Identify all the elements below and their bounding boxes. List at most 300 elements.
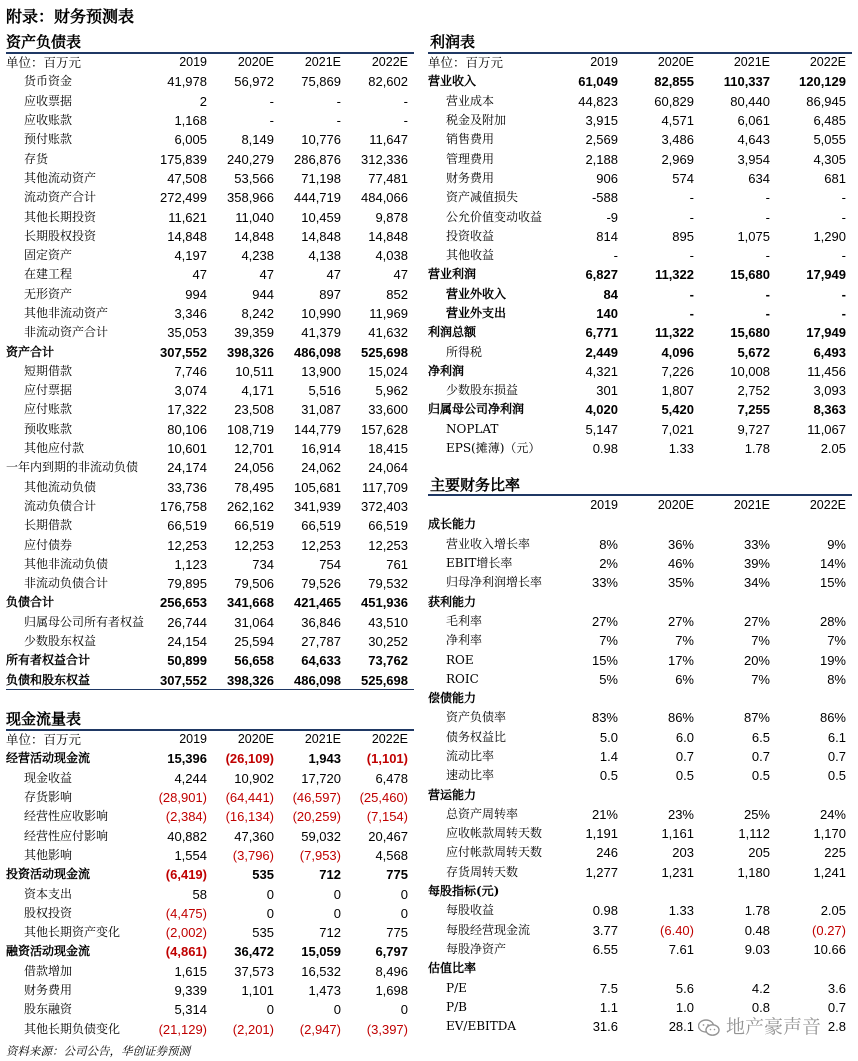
- cell-value: 144,779: [294, 421, 341, 437]
- cell-value: 16,532: [301, 963, 341, 979]
- cell-value: 2.05: [820, 903, 846, 919]
- cell-value: [548, 959, 624, 978]
- cell-value: 24,174: [167, 460, 207, 476]
- row-label: 归属母公司所有者权益: [24, 614, 145, 629]
- row-label: 投资收益: [446, 228, 495, 243]
- row-label: 归属母公司净利润: [428, 402, 525, 417]
- cell-value: 398,326: [227, 672, 274, 688]
- cell-value: 10.66: [813, 941, 846, 957]
- cell-value: 4,171: [241, 383, 274, 399]
- row-label: 负债合计: [6, 595, 55, 610]
- cell-value: 33%: [743, 536, 770, 552]
- cell-value: 12,701: [234, 441, 274, 457]
- row-label: 存货周转天数: [446, 864, 519, 879]
- table-row: [428, 515, 852, 534]
- table-row: [6, 92, 414, 111]
- cell-value: 1,231: [661, 864, 694, 880]
- cell-value: 7%: [751, 671, 770, 687]
- cell-value: 79,506: [234, 576, 274, 592]
- cell-value: 86%: [667, 710, 694, 726]
- cell-value: 712: [319, 925, 341, 941]
- cell-value: 4,238: [241, 248, 274, 264]
- cell-value: 1,161: [661, 826, 694, 842]
- cell-value: (6.40): [660, 922, 694, 938]
- header-row: [428, 53, 852, 72]
- cell-value: 20%: [743, 652, 770, 668]
- cell-value: 47: [326, 267, 341, 283]
- cell-value: 15,680: [730, 267, 770, 283]
- cell-value: 852: [386, 286, 408, 302]
- cell-value: 7%: [599, 633, 618, 649]
- row-label: 每股经营现金流: [446, 922, 531, 937]
- cell-value: 33%: [591, 575, 618, 591]
- cell-value: 1,112: [738, 826, 770, 842]
- cell-value: 1,241: [813, 864, 846, 880]
- table-row: [428, 824, 852, 843]
- cell-value: 31.6: [592, 1019, 618, 1035]
- cell-value: 12,253: [301, 537, 341, 553]
- cell-value: -: [336, 113, 341, 129]
- year-header: 2020E: [657, 55, 694, 70]
- cell-value: 120,129: [799, 74, 846, 90]
- row-label: ROE: [446, 652, 474, 667]
- cell-value: 256,653: [160, 595, 207, 611]
- table-row: [428, 323, 852, 342]
- row-label: 所有者权益合计: [6, 653, 91, 668]
- cell-value: 34%: [743, 575, 770, 591]
- cell-value: 341,939: [294, 498, 341, 514]
- cell-value: 82,855: [654, 74, 694, 90]
- cell-value: 7,226: [661, 363, 694, 379]
- row-label: 每股净资产: [446, 941, 507, 956]
- table-row: [6, 323, 414, 342]
- row-label: 利润总额: [428, 325, 477, 340]
- source-note: 资料来源：公司公告，华创证券预测: [6, 1044, 190, 1058]
- cell-value: 59,032: [301, 828, 341, 844]
- cell-value: 6,771: [585, 325, 618, 341]
- cell-value: 1,290: [813, 228, 846, 244]
- cell-value: 0.7: [827, 999, 846, 1015]
- cell-value: 27%: [591, 613, 618, 629]
- cell-value: [776, 785, 852, 804]
- cell-value: (3,397): [366, 1021, 408, 1037]
- cell-value: 0: [333, 905, 341, 921]
- cell-value: 14%: [819, 556, 846, 572]
- cell-value: 47: [393, 267, 408, 283]
- year-header: 2019: [590, 498, 618, 513]
- cell-value: 41,978: [167, 74, 207, 90]
- balance-sheet-title: 资产负债表: [6, 33, 82, 51]
- table-row: [428, 72, 852, 91]
- cell-value: (28,901): [158, 790, 207, 806]
- ratios-title: 主要财务比率: [430, 476, 521, 494]
- table-row: [428, 650, 852, 669]
- table-row: [428, 207, 852, 226]
- year-header: 2020E: [237, 55, 274, 70]
- cell-value: 47,508: [167, 170, 207, 186]
- cell-value: 574: [672, 170, 694, 186]
- table-row: [428, 959, 852, 978]
- row-label: 应付票据: [24, 383, 73, 398]
- cell-value: 3.6: [827, 980, 846, 996]
- cell-value: 0.5: [675, 768, 694, 784]
- cell-value: [776, 592, 852, 611]
- cell-value: 0: [400, 1002, 408, 1018]
- cell-value: 0.7: [751, 749, 770, 764]
- cell-value: 176,758: [160, 498, 207, 514]
- cell-value: 10,008: [730, 363, 770, 379]
- income-statement-table: [428, 53, 852, 458]
- cell-value: 895: [672, 228, 694, 244]
- row-label: 其他长期投资: [24, 209, 97, 224]
- row-label: 营业成本: [446, 93, 495, 108]
- cell-value: 86,945: [806, 93, 846, 109]
- table-row: [6, 923, 414, 942]
- cell-value: 6.55: [592, 941, 618, 957]
- header-row: [428, 496, 852, 515]
- cell-value: 451,936: [361, 595, 408, 611]
- table-row: [428, 246, 852, 265]
- cell-value: 7,021: [661, 421, 694, 437]
- table-row: [6, 651, 414, 670]
- table-row: [6, 111, 414, 130]
- table-row: [428, 92, 852, 111]
- table-row: [428, 843, 852, 862]
- table-row: [6, 865, 414, 884]
- ratios-table: [428, 496, 852, 1036]
- table-row: [6, 1000, 414, 1019]
- table-row: [428, 766, 852, 785]
- cell-value: 398,326: [227, 344, 274, 360]
- cell-value: 66,519: [368, 518, 408, 534]
- cell-value: 140: [596, 306, 618, 321]
- table-row: [428, 420, 852, 439]
- row-label: 预收账款: [24, 421, 73, 436]
- cell-value: 4,305: [813, 151, 846, 167]
- cell-value: 12,253: [167, 537, 207, 553]
- cell-value: 1,554: [174, 847, 207, 863]
- table-row: [6, 362, 414, 381]
- watermark-text: 地产豪声音: [726, 1016, 822, 1038]
- row-label: 无形资产: [24, 286, 73, 301]
- cell-value: 44,823: [578, 93, 618, 109]
- cell-value: 47,360: [234, 828, 274, 844]
- cell-value: 4,197: [174, 248, 207, 264]
- table-row: [428, 265, 852, 284]
- cell-value: (7,953): [299, 847, 341, 863]
- table-row: [6, 632, 414, 651]
- cell-value: 1,698: [375, 983, 408, 998]
- row-label: 总资产周转率: [446, 806, 519, 821]
- balance-sheet-table: [6, 53, 414, 690]
- cell-value: 79,532: [368, 576, 408, 592]
- cell-value: 15,680: [730, 325, 770, 341]
- cell-value: [624, 959, 700, 978]
- cell-value: (2,947): [299, 1021, 341, 1037]
- cell-value: 4,138: [308, 248, 341, 264]
- table-row: [428, 381, 852, 400]
- cell-value: (20,259): [292, 809, 341, 825]
- cell-value: 13,900: [301, 363, 341, 379]
- table-row: [428, 188, 852, 207]
- row-label: 融资活动现金流: [6, 944, 91, 959]
- cell-value: 0.5: [599, 768, 618, 784]
- cell-value: 8%: [827, 671, 846, 687]
- table-row: [6, 613, 414, 632]
- cell-value: -: [689, 286, 694, 302]
- cell-value: 58: [192, 886, 207, 902]
- row-label: NOPLAT: [446, 421, 499, 436]
- cell-value: 1,615: [174, 963, 207, 979]
- cell-value: 7.61: [668, 941, 694, 957]
- cell-value: 5%: [599, 671, 618, 687]
- table-row: [428, 882, 852, 901]
- cell-value: 47: [259, 267, 274, 283]
- table-row: [6, 188, 414, 207]
- cell-value: 3,093: [813, 383, 846, 399]
- row-label: 非流动资产合计: [24, 325, 109, 340]
- cell-value: 157,628: [361, 421, 408, 437]
- row-label: EBIT增长率: [446, 556, 513, 571]
- year-header: 2022E: [809, 55, 846, 70]
- cell-value: 18,415: [368, 441, 408, 457]
- cell-value: 25%: [743, 806, 770, 822]
- row-label: 偿债能力: [428, 691, 477, 706]
- cell-value: 66,519: [167, 518, 207, 534]
- year-header: 2021E: [733, 55, 770, 70]
- row-label: EV/EBITDA: [446, 1019, 517, 1034]
- cell-value: 50,899: [167, 653, 207, 669]
- cell-value: 6,005: [174, 132, 207, 148]
- table-row: [6, 381, 414, 400]
- table-row: [428, 863, 852, 882]
- cell-value: -: [269, 113, 274, 129]
- table-row: [6, 962, 414, 981]
- cell-value: 2,188: [585, 151, 618, 167]
- table-row: [6, 555, 414, 574]
- cell-value: -: [841, 306, 846, 321]
- row-label: 销售费用: [446, 132, 495, 147]
- cell-value: 761: [386, 556, 408, 572]
- cell-value: 17,720: [301, 770, 341, 786]
- cell-value: -: [689, 209, 694, 225]
- cell-value: 4,568: [375, 847, 408, 863]
- table-row: [428, 573, 852, 592]
- cell-value: 8%: [599, 536, 618, 552]
- cell-value: 775: [386, 925, 408, 941]
- cell-value: (25,460): [359, 790, 408, 806]
- cell-value: 24,064: [368, 460, 408, 476]
- cell-value: [624, 785, 700, 804]
- year-header: 2021E: [304, 732, 341, 747]
- table-row: [6, 807, 414, 826]
- cell-value: [776, 959, 852, 978]
- cell-value: 17,322: [167, 402, 207, 418]
- year-header: 2022E: [371, 732, 408, 747]
- cell-value: 17,949: [806, 267, 846, 283]
- cell-value: 7%: [827, 633, 846, 649]
- table-row: [428, 631, 852, 650]
- row-label: 负债和股东权益: [6, 672, 91, 687]
- cell-value: 1,807: [661, 383, 694, 399]
- cell-value: 421,465: [294, 595, 341, 611]
- table-row: [6, 749, 414, 768]
- row-label: 其他长期资产变化: [24, 925, 121, 940]
- row-label: 资产减值损失: [446, 190, 519, 205]
- cell-value: 4,038: [375, 248, 408, 264]
- cell-value: 33,600: [368, 402, 408, 418]
- year-header: 2022E: [371, 55, 408, 70]
- cell-value: 35,053: [167, 325, 207, 341]
- cell-value: 2: [199, 93, 207, 109]
- cell-value: -: [841, 286, 846, 302]
- table-row: [6, 904, 414, 923]
- cell-value: 9,878: [375, 209, 408, 225]
- cell-value: 1,180: [737, 864, 770, 880]
- table-row: [6, 574, 414, 593]
- table-row: [428, 342, 852, 361]
- cell-value: 1,473: [308, 983, 341, 998]
- unit-label: 单位：百万元: [6, 732, 82, 748]
- table-row: [428, 901, 852, 920]
- cell-value: 56,972: [234, 74, 274, 90]
- table-row: [6, 458, 414, 477]
- cell-value: 16,914: [301, 441, 341, 457]
- row-label: 估值比率: [428, 961, 477, 976]
- row-label: 应付帐款周转天数: [446, 845, 543, 860]
- cell-value: 2,969: [661, 151, 694, 167]
- cell-value: 307,552: [160, 672, 207, 688]
- row-label: 营业收入增长率: [446, 536, 531, 551]
- cell-value: 2.8: [827, 1019, 846, 1035]
- row-label: 税金及附加: [446, 113, 507, 128]
- table-row: [428, 805, 852, 824]
- table-row: [6, 420, 414, 439]
- cell-value: 5,055: [813, 132, 846, 148]
- row-label: 成长能力: [428, 517, 477, 532]
- cell-value: 2.05: [820, 441, 846, 457]
- cell-value: 28%: [819, 613, 846, 629]
- cell-value: 3,486: [661, 132, 694, 148]
- cell-value: (16,134): [225, 809, 274, 825]
- cell-value: 19%: [819, 652, 846, 668]
- cell-value: -: [765, 286, 770, 302]
- cell-value: 1,277: [585, 864, 618, 880]
- cell-value: 23,508: [234, 402, 274, 418]
- cell-value: 17%: [667, 652, 694, 668]
- table-row: [428, 400, 852, 419]
- table-row: [6, 826, 414, 845]
- cell-value: 8,496: [375, 963, 408, 979]
- cell-value: 754: [319, 556, 341, 572]
- income-statement-title: 利润表: [430, 33, 476, 51]
- row-label: 股东融资: [24, 1002, 73, 1017]
- cell-value: 486,098: [294, 344, 341, 360]
- cell-value: 27,787: [301, 634, 341, 650]
- row-label: 资本支出: [24, 886, 73, 901]
- row-label: 营业外支出: [446, 306, 507, 320]
- cell-value: -: [613, 248, 618, 264]
- cell-value: 6,827: [585, 267, 618, 283]
- table-row: [6, 439, 414, 458]
- row-label: 应付账款: [24, 402, 73, 417]
- cell-value: 1.33: [668, 903, 694, 919]
- cell-value: 26,744: [167, 614, 207, 630]
- row-label: 短期借款: [24, 363, 73, 378]
- cell-value: 0: [333, 886, 341, 902]
- row-label: 经营性应付影响: [24, 828, 109, 843]
- cell-value: 60,829: [654, 93, 694, 109]
- row-label: 所得税: [446, 344, 483, 359]
- cell-value: 272,499: [160, 190, 207, 206]
- cell-value: 56,658: [234, 653, 274, 669]
- row-label: 长期股权投资: [24, 228, 97, 243]
- row-label: 每股指标(元): [428, 884, 500, 899]
- cell-value: [548, 882, 624, 901]
- cell-value: 0: [266, 1002, 274, 1018]
- cell-value: 6,485: [813, 113, 846, 129]
- cell-value: (7,154): [366, 809, 408, 825]
- cell-value: 5,672: [737, 344, 770, 360]
- cell-value: (4,861): [165, 944, 207, 960]
- cell-value: 994: [185, 286, 207, 302]
- row-label: 其他影响: [24, 847, 73, 862]
- cell-value: 1.33: [668, 441, 694, 457]
- cell-value: 4.2: [751, 980, 770, 996]
- cell-value: 66,519: [234, 518, 274, 534]
- row-label: 归母净利润增长率: [446, 575, 543, 590]
- cell-value: 10,902: [234, 770, 274, 786]
- row-label: 应收账款: [24, 113, 73, 128]
- cell-value: 2,569: [585, 132, 618, 148]
- cell-value: 1,943: [308, 751, 341, 767]
- table-row: [428, 940, 852, 959]
- cell-value: 61,049: [578, 74, 618, 90]
- row-label: 流动资产合计: [24, 190, 97, 205]
- cell-value: 5.6: [675, 980, 694, 996]
- table-row: [428, 978, 852, 997]
- row-label: 其他非流动负债: [24, 556, 109, 571]
- table-row: [428, 535, 852, 554]
- cell-value: 7%: [751, 633, 770, 649]
- cell-value: 4,244: [174, 770, 207, 786]
- balance-sheet-bottom-rule: [6, 689, 414, 690]
- cell-value: 64,633: [301, 653, 341, 669]
- cell-value: 43,510: [368, 614, 408, 630]
- cell-value: -: [765, 190, 770, 206]
- row-label: 存货影响: [24, 790, 73, 805]
- cell-value: 240,279: [227, 151, 274, 167]
- cell-value: [548, 785, 624, 804]
- cell-value: [700, 785, 776, 804]
- cell-value: 3,954: [737, 151, 770, 167]
- cell-value: 0.5: [751, 768, 770, 784]
- cell-value: 10,459: [301, 209, 341, 225]
- row-label: P/E: [446, 980, 467, 995]
- cell-value: 5,420: [661, 402, 694, 418]
- cell-value: 4,571: [661, 113, 694, 129]
- cell-value: 79,526: [301, 576, 341, 592]
- row-label: 投资活动现金流: [6, 867, 91, 882]
- cell-value: 3,074: [174, 383, 207, 399]
- table-row: [6, 169, 414, 188]
- table-row: [428, 169, 852, 188]
- row-label: 一年内到期的非流动负债: [6, 460, 139, 475]
- year-header: 2019: [590, 55, 618, 70]
- cell-value: (2,384): [165, 809, 207, 825]
- table-row: [428, 130, 852, 149]
- table-row: [428, 111, 852, 130]
